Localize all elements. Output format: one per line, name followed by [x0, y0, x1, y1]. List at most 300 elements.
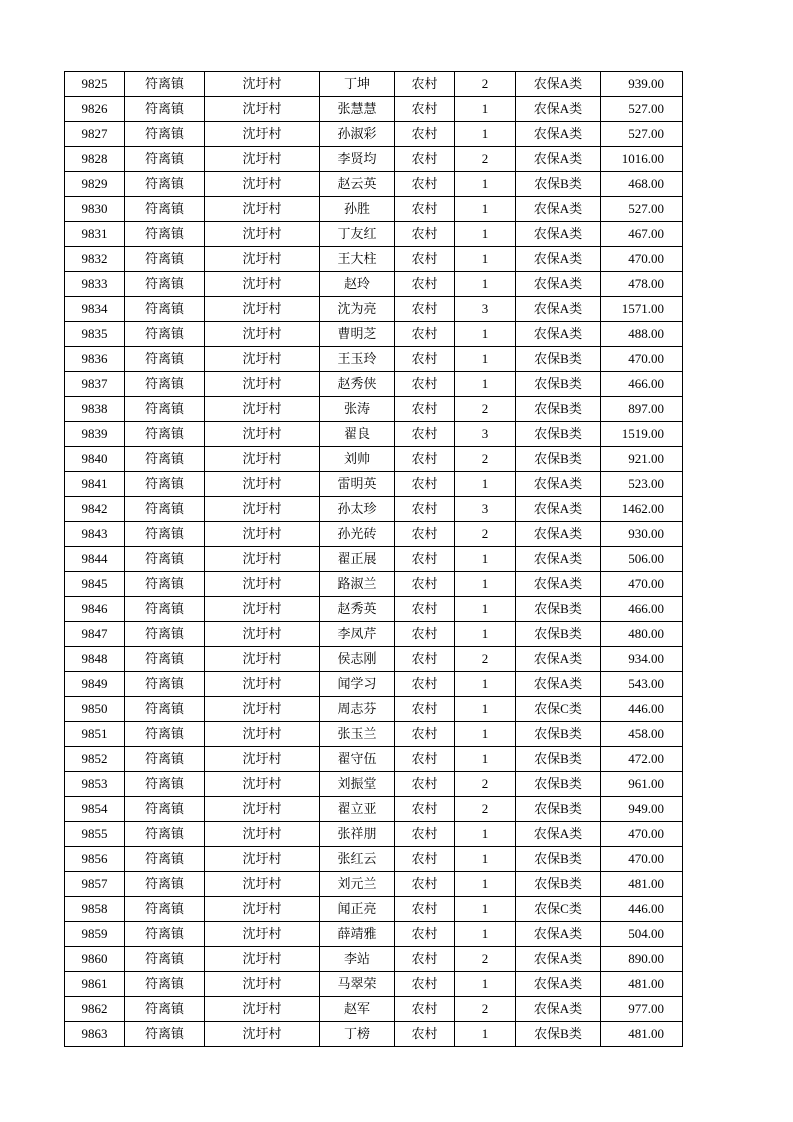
table-row	[65, 747, 683, 772]
insurance-category-cell: 农保B类	[516, 622, 601, 647]
person-count-cell: 2	[455, 797, 516, 822]
household-type-cell: 农村	[395, 1022, 455, 1047]
person-name-cell: 薛靖雅	[320, 922, 395, 947]
insurance-category-cell: 农保B类	[516, 1022, 601, 1047]
amount-cell: 504.00	[601, 922, 683, 947]
serial-number-cell: 9861	[65, 972, 125, 997]
person-name-cell: 孙淑彩	[320, 122, 395, 147]
town-cell: 符离镇	[125, 147, 205, 172]
serial-number-cell: 9832	[65, 247, 125, 272]
household-type-cell: 农村	[395, 522, 455, 547]
insurance-category-cell: 农保B类	[516, 372, 601, 397]
insurance-category-cell: 农保B类	[516, 597, 601, 622]
amount-cell: 527.00	[601, 197, 683, 222]
table-row	[65, 647, 683, 672]
person-count-cell: 3	[455, 497, 516, 522]
person-count-cell: 3	[455, 297, 516, 322]
village-cell: 沈圩村	[205, 422, 320, 447]
insurance-category-cell: 农保A类	[516, 497, 601, 522]
insurance-category-cell: 农保B类	[516, 772, 601, 797]
insurance-category-cell: 农保B类	[516, 872, 601, 897]
insurance-category-cell: 农保C类	[516, 897, 601, 922]
village-cell: 沈圩村	[205, 347, 320, 372]
person-name-cell: 赵玲	[320, 272, 395, 297]
village-cell: 沈圩村	[205, 72, 320, 97]
household-type-cell: 农村	[395, 947, 455, 972]
town-cell: 符离镇	[125, 172, 205, 197]
insurance-category-cell: 农保A类	[516, 822, 601, 847]
household-type-cell: 农村	[395, 872, 455, 897]
amount-cell: 472.00	[601, 747, 683, 772]
household-type-cell: 农村	[395, 997, 455, 1022]
insurance-category-cell: 农保A类	[516, 997, 601, 1022]
person-name-cell: 闻学习	[320, 672, 395, 697]
town-cell: 符离镇	[125, 722, 205, 747]
village-cell: 沈圩村	[205, 572, 320, 597]
village-cell: 沈圩村	[205, 847, 320, 872]
serial-number-cell: 9831	[65, 222, 125, 247]
serial-number-cell: 9849	[65, 672, 125, 697]
town-cell: 符离镇	[125, 947, 205, 972]
person-count-cell: 2	[455, 772, 516, 797]
table-row	[65, 822, 683, 847]
insurance-category-cell: 农保C类	[516, 697, 601, 722]
town-cell: 符离镇	[125, 222, 205, 247]
person-name-cell: 李贤均	[320, 147, 395, 172]
household-type-cell: 农村	[395, 372, 455, 397]
person-name-cell: 翟立亚	[320, 797, 395, 822]
serial-number-cell: 9855	[65, 822, 125, 847]
table-row	[65, 397, 683, 422]
village-cell: 沈圩村	[205, 447, 320, 472]
table-row	[65, 947, 683, 972]
town-cell: 符离镇	[125, 672, 205, 697]
village-cell: 沈圩村	[205, 122, 320, 147]
person-name-cell: 李站	[320, 947, 395, 972]
serial-number-cell: 9829	[65, 172, 125, 197]
insurance-category-cell: 农保A类	[516, 97, 601, 122]
household-type-cell: 农村	[395, 247, 455, 272]
serial-number-cell: 9830	[65, 197, 125, 222]
person-count-cell: 1	[455, 697, 516, 722]
person-name-cell: 张慧慧	[320, 97, 395, 122]
insurance-category-cell: 农保A类	[516, 122, 601, 147]
town-cell: 符离镇	[125, 697, 205, 722]
town-cell: 符离镇	[125, 897, 205, 922]
serial-number-cell: 9856	[65, 847, 125, 872]
amount-cell: 934.00	[601, 647, 683, 672]
town-cell: 符离镇	[125, 647, 205, 672]
amount-cell: 458.00	[601, 722, 683, 747]
amount-cell: 1571.00	[601, 297, 683, 322]
insurance-category-cell: 农保A类	[516, 947, 601, 972]
town-cell: 符离镇	[125, 872, 205, 897]
table-row	[65, 297, 683, 322]
serial-number-cell: 9827	[65, 122, 125, 147]
household-type-cell: 农村	[395, 597, 455, 622]
table-row	[65, 372, 683, 397]
town-cell: 符离镇	[125, 472, 205, 497]
insurance-category-cell: 农保A类	[516, 647, 601, 672]
table-row	[65, 147, 683, 172]
table-row	[65, 272, 683, 297]
table-row	[65, 847, 683, 872]
town-cell: 符离镇	[125, 297, 205, 322]
insurance-category-cell: 农保A类	[516, 522, 601, 547]
insurance-category-cell: 农保A类	[516, 547, 601, 572]
town-cell: 符离镇	[125, 247, 205, 272]
table-row	[65, 972, 683, 997]
serial-number-cell: 9860	[65, 947, 125, 972]
village-cell: 沈圩村	[205, 272, 320, 297]
village-cell: 沈圩村	[205, 597, 320, 622]
amount-cell: 467.00	[601, 222, 683, 247]
table-row	[65, 572, 683, 597]
insurance-category-cell: 农保A类	[516, 297, 601, 322]
serial-number-cell: 9826	[65, 97, 125, 122]
person-name-cell: 张涛	[320, 397, 395, 422]
person-count-cell: 1	[455, 197, 516, 222]
table-row	[65, 472, 683, 497]
household-type-cell: 农村	[395, 297, 455, 322]
village-cell: 沈圩村	[205, 547, 320, 572]
person-count-cell: 1	[455, 922, 516, 947]
insurance-category-cell: 农保B类	[516, 847, 601, 872]
household-type-cell: 农村	[395, 697, 455, 722]
village-cell: 沈圩村	[205, 897, 320, 922]
serial-number-cell: 9844	[65, 547, 125, 572]
village-cell: 沈圩村	[205, 872, 320, 897]
serial-number-cell: 9841	[65, 472, 125, 497]
table-row	[65, 897, 683, 922]
amount-cell: 921.00	[601, 447, 683, 472]
person-name-cell: 孙光砖	[320, 522, 395, 547]
serial-number-cell: 9850	[65, 697, 125, 722]
village-cell: 沈圩村	[205, 647, 320, 672]
serial-number-cell: 9846	[65, 597, 125, 622]
town-cell: 符离镇	[125, 922, 205, 947]
serial-number-cell: 9858	[65, 897, 125, 922]
person-count-cell: 2	[455, 397, 516, 422]
serial-number-cell: 9838	[65, 397, 125, 422]
insurance-category-cell: 农保B类	[516, 397, 601, 422]
table-row	[65, 122, 683, 147]
person-name-cell: 张祥朋	[320, 822, 395, 847]
person-name-cell: 丁友红	[320, 222, 395, 247]
household-type-cell: 农村	[395, 397, 455, 422]
town-cell: 符离镇	[125, 322, 205, 347]
village-cell: 沈圩村	[205, 222, 320, 247]
household-type-cell: 农村	[395, 447, 455, 472]
serial-number-cell: 9857	[65, 872, 125, 897]
table-row	[65, 347, 683, 372]
serial-number-cell: 9863	[65, 1022, 125, 1047]
household-type-cell: 农村	[395, 747, 455, 772]
insurance-category-cell: 农保A类	[516, 672, 601, 697]
village-cell: 沈圩村	[205, 197, 320, 222]
household-type-cell: 农村	[395, 822, 455, 847]
table-row	[65, 872, 683, 897]
amount-cell: 1462.00	[601, 497, 683, 522]
household-type-cell: 农村	[395, 172, 455, 197]
amount-cell: 470.00	[601, 247, 683, 272]
insurance-category-cell: 农保A类	[516, 322, 601, 347]
person-count-cell: 1	[455, 472, 516, 497]
serial-number-cell: 9840	[65, 447, 125, 472]
person-name-cell: 刘帅	[320, 447, 395, 472]
person-count-cell: 1	[455, 622, 516, 647]
person-name-cell: 王玉玲	[320, 347, 395, 372]
person-count-cell: 1	[455, 547, 516, 572]
person-count-cell: 1	[455, 747, 516, 772]
serial-number-cell: 9842	[65, 497, 125, 522]
person-name-cell: 张红云	[320, 847, 395, 872]
records-table-body	[65, 72, 683, 1047]
table-row	[65, 722, 683, 747]
household-type-cell: 农村	[395, 272, 455, 297]
amount-cell: 468.00	[601, 172, 683, 197]
village-cell: 沈圩村	[205, 622, 320, 647]
person-name-cell: 周志芬	[320, 697, 395, 722]
village-cell: 沈圩村	[205, 922, 320, 947]
town-cell: 符离镇	[125, 572, 205, 597]
village-cell: 沈圩村	[205, 472, 320, 497]
insurance-category-cell: 农保B类	[516, 347, 601, 372]
table-row	[65, 72, 683, 97]
person-count-cell: 1	[455, 722, 516, 747]
serial-number-cell: 9851	[65, 722, 125, 747]
table-row	[65, 322, 683, 347]
town-cell: 符离镇	[125, 747, 205, 772]
amount-cell: 1016.00	[601, 147, 683, 172]
town-cell: 符离镇	[125, 997, 205, 1022]
town-cell: 符离镇	[125, 397, 205, 422]
table-row	[65, 197, 683, 222]
insurance-category-cell: 农保A类	[516, 247, 601, 272]
household-type-cell: 农村	[395, 422, 455, 447]
table-row	[65, 597, 683, 622]
serial-number-cell: 9859	[65, 922, 125, 947]
town-cell: 符离镇	[125, 597, 205, 622]
person-count-cell: 2	[455, 647, 516, 672]
household-type-cell: 农村	[395, 147, 455, 172]
village-cell: 沈圩村	[205, 1022, 320, 1047]
serial-number-cell: 9852	[65, 747, 125, 772]
amount-cell: 446.00	[601, 897, 683, 922]
amount-cell: 466.00	[601, 597, 683, 622]
serial-number-cell: 9839	[65, 422, 125, 447]
town-cell: 符离镇	[125, 847, 205, 872]
serial-number-cell: 9862	[65, 997, 125, 1022]
household-type-cell: 农村	[395, 897, 455, 922]
insurance-category-cell: 农保B类	[516, 797, 601, 822]
household-type-cell: 农村	[395, 222, 455, 247]
town-cell: 符离镇	[125, 447, 205, 472]
serial-number-cell: 9828	[65, 147, 125, 172]
table-row	[65, 672, 683, 697]
amount-cell: 939.00	[601, 72, 683, 97]
person-name-cell: 闻正亮	[320, 897, 395, 922]
village-cell: 沈圩村	[205, 822, 320, 847]
town-cell: 符离镇	[125, 422, 205, 447]
person-name-cell: 沈为亮	[320, 297, 395, 322]
town-cell: 符离镇	[125, 772, 205, 797]
person-count-cell: 1	[455, 172, 516, 197]
amount-cell: 488.00	[601, 322, 683, 347]
town-cell: 符离镇	[125, 97, 205, 122]
household-type-cell: 农村	[395, 122, 455, 147]
village-cell: 沈圩村	[205, 147, 320, 172]
village-cell: 沈圩村	[205, 722, 320, 747]
person-count-cell: 1	[455, 97, 516, 122]
household-type-cell: 农村	[395, 772, 455, 797]
amount-cell: 470.00	[601, 347, 683, 372]
village-cell: 沈圩村	[205, 247, 320, 272]
person-count-cell: 1	[455, 222, 516, 247]
table-row	[65, 1022, 683, 1047]
village-cell: 沈圩村	[205, 522, 320, 547]
insurance-category-cell: 农保A类	[516, 147, 601, 172]
amount-cell: 466.00	[601, 372, 683, 397]
person-name-cell: 翟守伍	[320, 747, 395, 772]
village-cell: 沈圩村	[205, 97, 320, 122]
person-count-cell: 1	[455, 1022, 516, 1047]
person-count-cell: 2	[455, 447, 516, 472]
household-type-cell: 农村	[395, 472, 455, 497]
household-type-cell: 农村	[395, 197, 455, 222]
amount-cell: 977.00	[601, 997, 683, 1022]
village-cell: 沈圩村	[205, 972, 320, 997]
amount-cell: 523.00	[601, 472, 683, 497]
person-count-cell: 1	[455, 572, 516, 597]
person-name-cell: 雷明英	[320, 472, 395, 497]
household-type-cell: 农村	[395, 647, 455, 672]
table-row	[65, 172, 683, 197]
insurance-category-cell: 农保B类	[516, 422, 601, 447]
person-name-cell: 赵秀侠	[320, 372, 395, 397]
person-name-cell: 孙胜	[320, 197, 395, 222]
village-cell: 沈圩村	[205, 672, 320, 697]
amount-cell: 949.00	[601, 797, 683, 822]
table-row	[65, 772, 683, 797]
person-name-cell: 刘元兰	[320, 872, 395, 897]
person-count-cell: 1	[455, 972, 516, 997]
insurance-category-cell: 农保A类	[516, 922, 601, 947]
insurance-category-cell: 农保A类	[516, 72, 601, 97]
table-row	[65, 997, 683, 1022]
table-row	[65, 222, 683, 247]
serial-number-cell: 9843	[65, 522, 125, 547]
person-count-cell: 2	[455, 147, 516, 172]
amount-cell: 543.00	[601, 672, 683, 697]
amount-cell: 481.00	[601, 972, 683, 997]
table-row	[65, 797, 683, 822]
insurance-category-cell: 农保A类	[516, 572, 601, 597]
insurance-category-cell: 农保B类	[516, 447, 601, 472]
village-cell: 沈圩村	[205, 297, 320, 322]
town-cell: 符离镇	[125, 72, 205, 97]
serial-number-cell: 9835	[65, 322, 125, 347]
serial-number-cell: 9847	[65, 622, 125, 647]
town-cell: 符离镇	[125, 1022, 205, 1047]
person-count-cell: 3	[455, 422, 516, 447]
person-name-cell: 赵云英	[320, 172, 395, 197]
serial-number-cell: 9854	[65, 797, 125, 822]
household-type-cell: 农村	[395, 347, 455, 372]
person-name-cell: 侯志刚	[320, 647, 395, 672]
amount-cell: 930.00	[601, 522, 683, 547]
table-row	[65, 497, 683, 522]
person-name-cell: 李凤芹	[320, 622, 395, 647]
amount-cell: 446.00	[601, 697, 683, 722]
person-name-cell: 翟良	[320, 422, 395, 447]
town-cell: 符离镇	[125, 522, 205, 547]
person-count-cell: 1	[455, 847, 516, 872]
person-count-cell: 1	[455, 272, 516, 297]
village-cell: 沈圩村	[205, 947, 320, 972]
table-row	[65, 547, 683, 572]
household-type-cell: 农村	[395, 497, 455, 522]
household-type-cell: 农村	[395, 972, 455, 997]
person-name-cell: 刘振堂	[320, 772, 395, 797]
amount-cell: 480.00	[601, 622, 683, 647]
person-name-cell: 张玉兰	[320, 722, 395, 747]
amount-cell: 506.00	[601, 547, 683, 572]
village-cell: 沈圩村	[205, 497, 320, 522]
person-name-cell: 丁坤	[320, 72, 395, 97]
household-type-cell: 农村	[395, 547, 455, 572]
serial-number-cell: 9853	[65, 772, 125, 797]
person-count-cell: 1	[455, 122, 516, 147]
person-name-cell: 路淑兰	[320, 572, 395, 597]
records-table	[64, 71, 683, 1047]
town-cell: 符离镇	[125, 372, 205, 397]
serial-number-cell: 9848	[65, 647, 125, 672]
town-cell: 符离镇	[125, 197, 205, 222]
village-cell: 沈圩村	[205, 372, 320, 397]
amount-cell: 897.00	[601, 397, 683, 422]
town-cell: 符离镇	[125, 972, 205, 997]
serial-number-cell: 9834	[65, 297, 125, 322]
household-type-cell: 农村	[395, 622, 455, 647]
village-cell: 沈圩村	[205, 697, 320, 722]
person-name-cell: 曹明芝	[320, 322, 395, 347]
person-name-cell: 王大柱	[320, 247, 395, 272]
village-cell: 沈圩村	[205, 172, 320, 197]
household-type-cell: 农村	[395, 847, 455, 872]
amount-cell: 961.00	[601, 772, 683, 797]
amount-cell: 470.00	[601, 822, 683, 847]
person-count-cell: 2	[455, 72, 516, 97]
person-name-cell: 赵秀英	[320, 597, 395, 622]
amount-cell: 470.00	[601, 847, 683, 872]
amount-cell: 527.00	[601, 122, 683, 147]
household-type-cell: 农村	[395, 572, 455, 597]
household-type-cell: 农村	[395, 72, 455, 97]
person-count-cell: 1	[455, 372, 516, 397]
town-cell: 符离镇	[125, 797, 205, 822]
serial-number-cell: 9845	[65, 572, 125, 597]
table-row	[65, 922, 683, 947]
household-type-cell: 农村	[395, 672, 455, 697]
table-row	[65, 697, 683, 722]
table-row	[65, 447, 683, 472]
person-count-cell: 1	[455, 347, 516, 372]
town-cell: 符离镇	[125, 822, 205, 847]
amount-cell: 470.00	[601, 572, 683, 597]
village-cell: 沈圩村	[205, 772, 320, 797]
amount-cell: 481.00	[601, 1022, 683, 1047]
